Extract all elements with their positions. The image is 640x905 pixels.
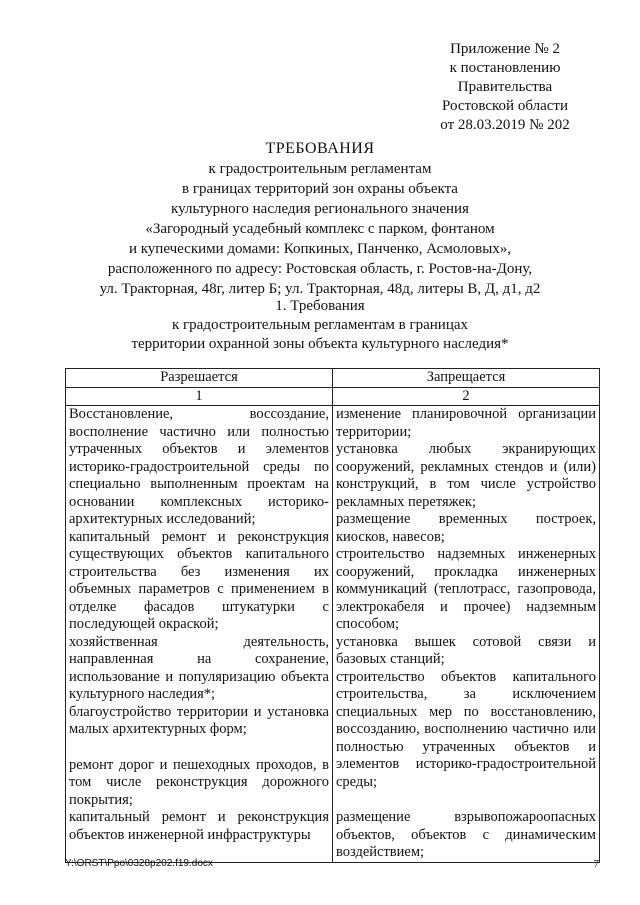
- document-title: [60, 139, 580, 299]
- forbidden-item: строительство надземных инженерных сооружений, прокладка инженерных коммуникаций (теплотрасс, газопровода, электрокабеля и прочее) надземным способом;: [336, 546, 596, 632]
- allowed-item: хозяйственная деятельность, направленная на сохранение, использование и популяризацию объекта культурного наследия*;: [69, 633, 329, 702]
- appendix-line: Ростовской области: [442, 98, 568, 114]
- appendix-line: Правительства: [457, 79, 553, 95]
- table-number-row: [66, 387, 600, 406]
- title-line: и купеческими домами: Копкиных, Панченко, Асмоловых»,: [128, 241, 512, 257]
- title-line: в границах территорий зон охраны объекта: [182, 181, 458, 197]
- table-header-row: [66, 369, 600, 388]
- title-line: культурного наследия регионального значения: [171, 201, 469, 217]
- table-row: [66, 406, 600, 863]
- allowed-item: капитальный ремонт и реконструкция объектов инженерной инфраструктуры: [69, 809, 329, 843]
- page-number: 7: [593, 858, 599, 870]
- forbidden-item: строительство объектов капитального строительства, за исключением специальных мер по восстановлению, воссозданию, восполнению частично или полностью утраченных объектов и элементов историко-градостроительной среды;: [336, 668, 596, 790]
- allowed-item: ремонт дорог и пешеходных проходов, в том числе реконструкция дорожного покрытия;: [69, 756, 329, 808]
- appendix-line: Приложение № 2: [450, 41, 560, 57]
- forbidden-item: установка вышек сотовой связи и базовых станций;: [336, 633, 596, 667]
- title-heading: ТРЕБОВАНИЯ: [265, 140, 375, 157]
- column-number: 1: [66, 387, 333, 406]
- column-header-allowed: Разрешается: [66, 369, 333, 388]
- title-line: к градостроительным регламентам: [208, 161, 432, 177]
- section-line: 1. Требования: [275, 298, 365, 314]
- forbidden-item: размещение временных построек, киосков, навесов;: [336, 511, 596, 545]
- section-line: к градостроительным регламентам в границах: [171, 317, 469, 333]
- appendix-line: от 28.03.2019 № 202: [440, 117, 570, 133]
- title-line: «Загородный усадебный комплекс с парком, фонтаном: [145, 221, 495, 237]
- forbidden-item: установка любых экранирующих сооружений, рекламных стендов и (или) конструкций, в том числе устройство рекламных перетяжек;: [336, 441, 596, 510]
- allowed-item: благоустройство территории и установка малых архитектурных форм;: [69, 703, 329, 737]
- title-line: расположенного по адресу: Ростовская область, г. Ростов-на-Дону,: [107, 261, 533, 277]
- appendix-block: [430, 40, 580, 135]
- appendix-line: к постановлению: [449, 60, 561, 76]
- column-number: 2: [333, 387, 600, 406]
- forbidden-item: размещение взрывопожароопасных объектов, объектов с динамическим воздействием;: [336, 809, 596, 860]
- allowed-item: Восстановление, воссоздание, восполнение частично или полностью утраченных объектов и элементов историко-градостроительной среды по специально выполненным проектам на основании комплексных историко-архитектурных исследований;: [69, 406, 329, 527]
- section-line: территории охранной зоны объекта культурного наследия*: [131, 336, 509, 352]
- allowed-cell: [66, 406, 333, 863]
- column-header-forbidden: Запрещается: [333, 369, 600, 388]
- file-path: Y:\ORST\Ppo\0328p202.f19.docx: [65, 858, 213, 869]
- forbidden-item: изменение планировочной организации территории;: [336, 406, 596, 440]
- title-line: ул. Тракторная, 48г, литер Б; ул. Тракторная, 48д, литеры В, Д, д1, д2: [99, 281, 541, 297]
- allowed-item: капитальный ремонт и реконструкция существующих объектов капитального строительства без изменения их объемных параметров с применением в отделке фасадов штукатурки с последующей окраской;: [69, 528, 329, 632]
- forbidden-cell: [333, 406, 600, 863]
- requirements-table: [65, 368, 600, 863]
- section-title: [60, 297, 580, 354]
